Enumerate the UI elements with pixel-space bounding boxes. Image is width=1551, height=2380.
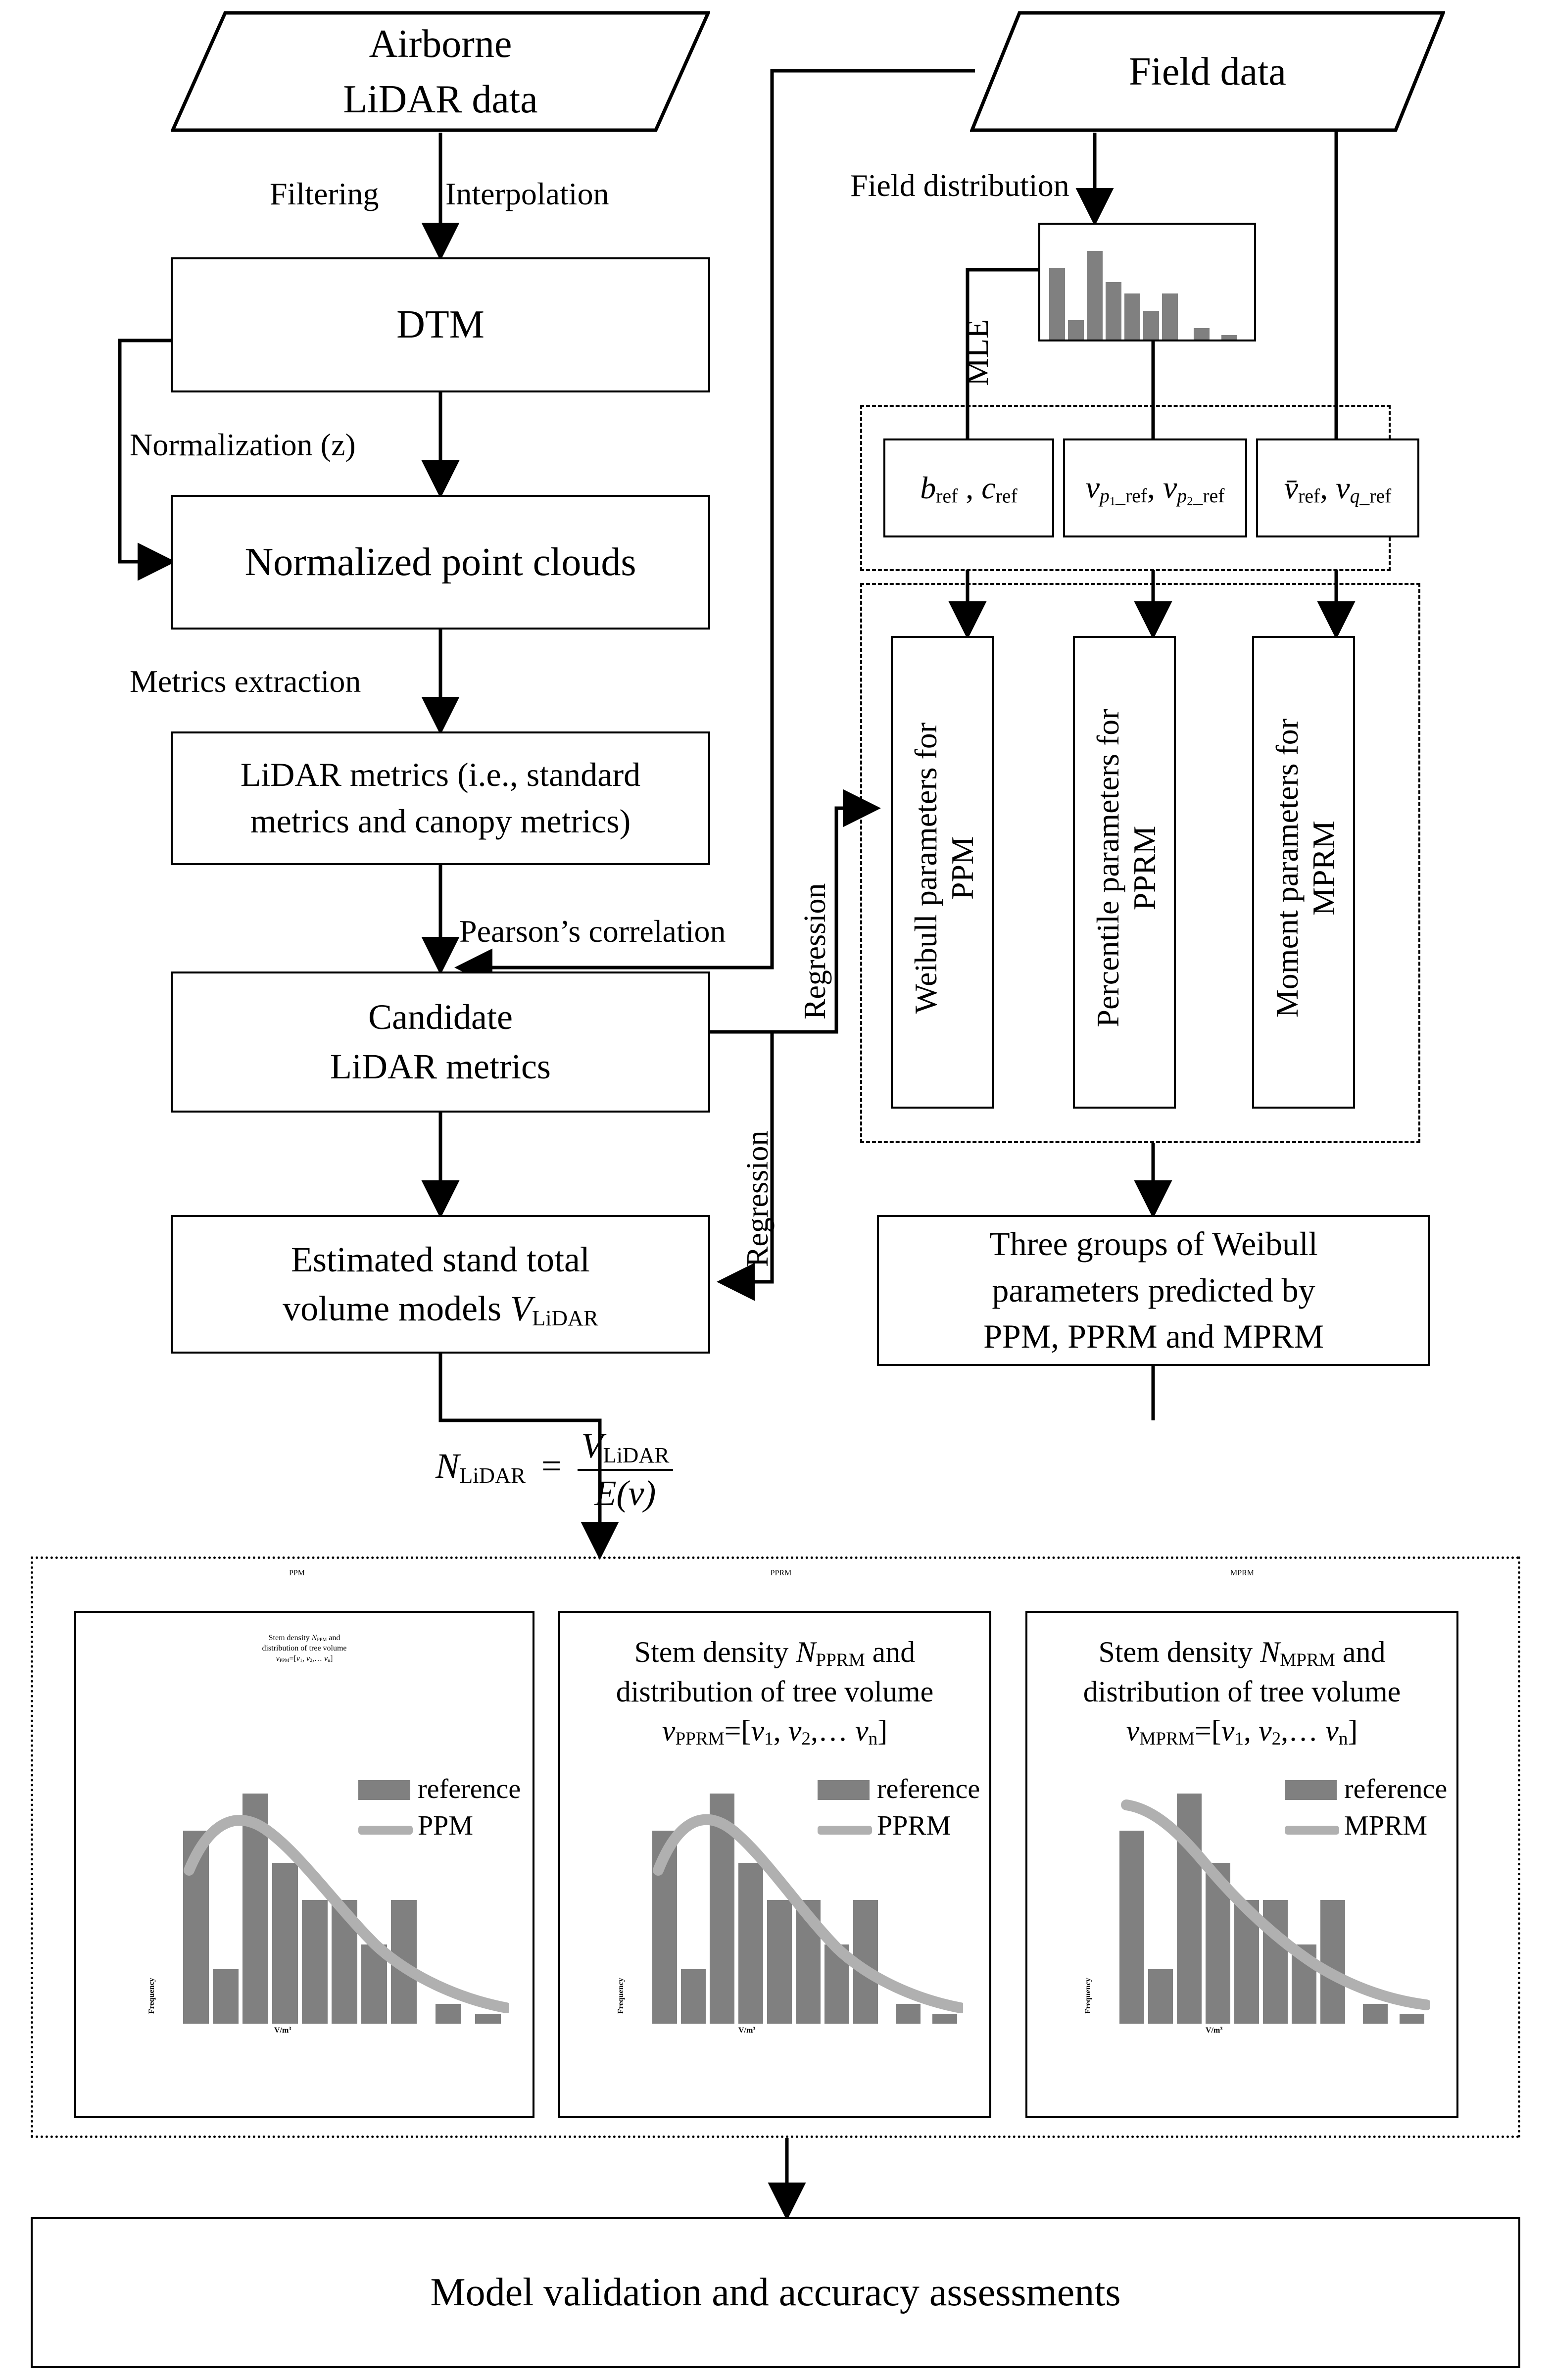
chart-legend-label-reference-ppm: reference [418,1774,521,1804]
result-panel-ppm[interactable] [74,1611,534,2118]
param-box-moment-mprm-label: Moment parameters for MPRM [1269,718,1341,1018]
result-panel-ppm-text: Stem density $N_{PPM}$ and distribution of tree volume $v_{PPM}=[v_1$, $v_2,\dots$ $v_n$] [262,1634,347,1664]
node-normalized-point-clouds[interactable] [171,495,710,630]
chart-xlabel-mprm: $V/m^3$ [1206,2026,1223,2035]
node-lidar-metrics-label: LiDAR metrics (i.e., standard metrics and canopy metrics) [240,756,641,840]
chart-ylabel-ppm: Frequency [147,1978,156,2014]
formula-stem-density: $N_{LiDAR}$ = $\frac{V_{LiDAR}}{E(v)}$ [436,1425,673,1514]
chart-legend-line-mprm [1285,1826,1339,1835]
chart-legend-line-ppm [358,1826,413,1835]
histogram-bar [1143,311,1159,340]
histogram-bar [1068,320,1084,340]
chart-ylabel-pprm: Frequency [617,1978,625,2014]
chart-legend-swatch-pprm [818,1780,870,1800]
result-panel-title-mprm: MPRM [1230,1569,1255,1577]
chart-legend-label-model-ppm: PPM [418,1810,474,1841]
chart-legend-swatch-mprm [1285,1780,1337,1800]
edge-label-field-distribution: Field distribution [850,168,1069,203]
node-three-groups-weibull[interactable] [877,1215,1430,1366]
chart-legend-label-reference-pprm: reference [877,1774,980,1804]
param-box-weibull-ppm[interactable] [891,636,994,1109]
ref-param-box-moment[interactable] [1256,438,1419,537]
histogram-bar [1124,293,1140,340]
param-box-moment-mprm[interactable] [1252,636,1355,1109]
node-dtm-label: DTM [396,303,485,347]
node-lidar-metrics[interactable] [171,731,710,865]
ref-param-box-percentile[interactable] [1063,438,1247,537]
node-estimated-volume-models[interactable] [171,1215,710,1354]
histogram-plot-area [1040,225,1254,340]
result-panel-title-ppm: PPM [289,1569,305,1577]
histogram-bar [1106,282,1121,340]
edge-label-pearson-correlation: Pearson’s correlation [459,914,726,949]
node-model-validation[interactable] [31,2217,1520,2368]
node-airborne-lidar-data[interactable] [171,11,710,132]
result-panel-mprm[interactable] [1025,1611,1458,2118]
ref-param-moment-label: $v̄_{ref}$, $v_{q\_ref}$ [1284,470,1392,507]
result-panel-pprm[interactable] [558,1611,991,2118]
result-panel-mprm-text: Stem density $N_{MPRM}$ and distribution of tree volume $v_{MPRM}=[v_1$, $v_2,\dots$ $v_n$] [1083,1636,1401,1749]
result-panel-pprm-text: Stem density $N_{PPRM}$ and distribution of tree volume $v_{PPRM}=[v_1$, $v_2,\dots$ $v_n$] [616,1636,934,1749]
edge-label-filtering: Filtering [270,176,379,211]
ref-param-box-weibull[interactable] [883,438,1054,537]
chart-legend-swatch-ppm [358,1780,410,1800]
histogram-bar [1162,293,1178,340]
result-panel-pprm-chart [617,1774,986,2053]
node-candidate-lidar-metrics[interactable] [171,971,710,1113]
histogram-bar [1194,328,1210,340]
edge-label-normalization: Normalization (z) [130,427,356,462]
histogram-bar [1087,251,1103,340]
node-normalized-point-clouds-label: Normalized point clouds [244,540,636,584]
param-box-percentile-pprm-label: Percentile parameters for PPRM [1090,709,1162,1027]
result-panel-ppm-chart [147,1774,521,2053]
result-panel-title-pprm: PPRM [770,1569,792,1577]
ref-param-weibull-label: $b_{ref}$ , $c_{ref}$ [920,470,1018,507]
chart-xlabel-ppm: $V/m^3$ [274,2026,291,2035]
chart-legend-label-reference-mprm: reference [1344,1774,1448,1804]
node-candidate-lidar-metrics-label: Candidate LiDAR metrics [330,997,551,1086]
param-box-percentile-pprm[interactable] [1073,636,1176,1109]
histogram-bar [1049,268,1065,340]
chart-legend-line-pprm [818,1826,872,1835]
node-airborne-lidar-data-label: Airborne LiDAR data [343,22,538,121]
param-box-weibull-ppm-label: Weibull parameters for PPM [908,722,980,1014]
edge-label-regression-to-volume: Regression [741,1130,775,1267]
chart-xlabel-pprm: $V/m^3$ [738,2026,756,2035]
edge-label-mle: MLE [960,319,995,386]
node-model-validation-label: Model validation and accuracy assessments [430,2271,1121,2315]
histogram-bar [1221,335,1237,340]
node-field-data[interactable] [970,11,1445,132]
edge-label-regression-to-weibull: Regression [798,883,832,1020]
node-field-data-label: Field data [1129,49,1286,94]
node-dtm[interactable] [171,257,710,392]
chart-ylabel-mprm: Frequency [1084,1978,1092,2014]
result-panel-mprm-chart [1084,1774,1453,2053]
node-three-groups-weibull-label: Three groups of Weibull parameters predicted by PPM, PPRM and MPRM [983,1224,1324,1356]
chart-legend-label-model-mprm: MPRM [1344,1810,1428,1841]
node-estimated-volume-models-label: Estimated stand total volume models $V_{LiDAR}$ [283,1239,598,1330]
chart-legend-label-model-pprm: PPRM [877,1810,951,1841]
edge-label-interpolation: Interpolation [445,176,609,211]
ref-param-percentile-label: $v_{p_1\_ref}$, $v_{p_2\_ref}$ [1085,470,1225,508]
edge-label-metrics-extraction: Metrics extraction [130,664,361,699]
field-distribution-histogram [1038,223,1256,341]
